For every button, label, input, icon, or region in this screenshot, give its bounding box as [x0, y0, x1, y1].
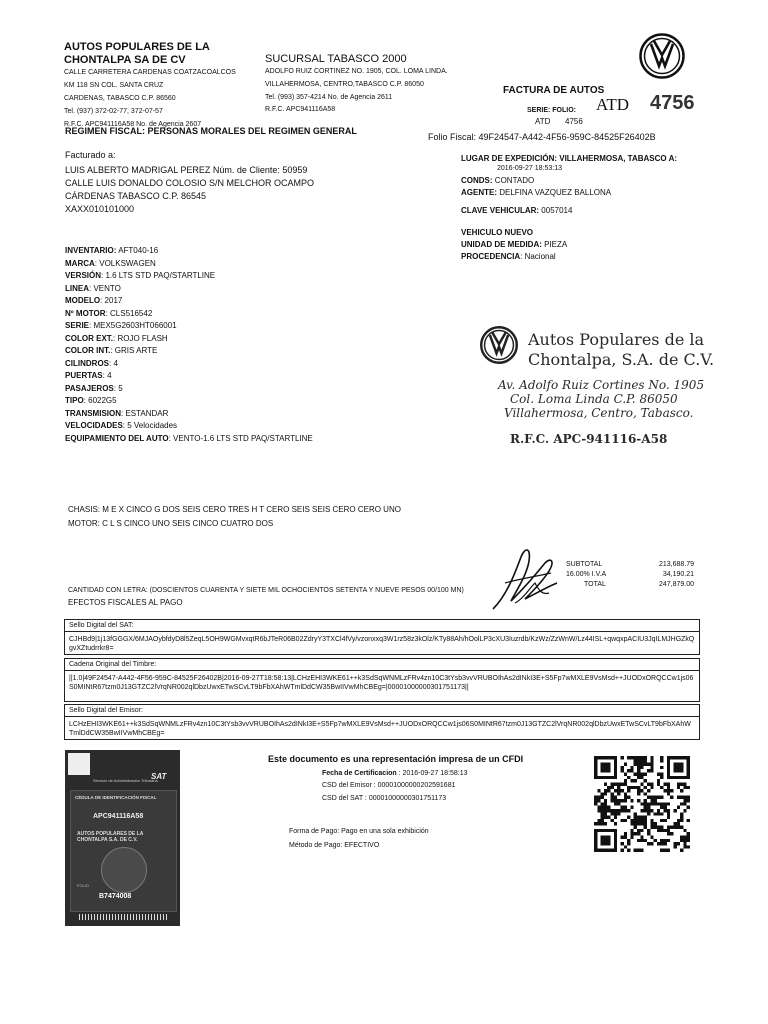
sat-card-rfc: APC941116A58: [93, 813, 144, 820]
vehicle-detail-label: PASAJEROS: [65, 383, 114, 393]
vehicle-detail-value: : VENTO-1.6 LTS STD PAQ/STARTLINE: [168, 433, 313, 443]
vehicle-detail-label: VELOCIDADES: [65, 421, 123, 430]
billed-to-label: Facturado a:: [65, 150, 116, 160]
sat-card-company: AUTOS POPULARES DE LA CHONTALPA S.A. DE C.V.: [77, 831, 144, 843]
chassis-in-words: CHASIS: M E X CINCO G DOS SEIS CERO TRES H T CERO SEIS SEIS CERO CERO UNO: [68, 505, 401, 514]
stamp-name-1: Autos Populares de la: [528, 330, 705, 349]
vehicle-detail-label: COLOR INT.: [65, 346, 111, 355]
serie-big: ATD: [596, 95, 630, 114]
vehicle-detail-row: [65, 434, 313, 444]
folio-fiscal: Folio Fiscal: 49F24547-A442-4F56-959C-84525F26402B: [428, 132, 656, 142]
vehicle-detail-label: EQUIPAMIENTO DEL AUTO: [65, 433, 169, 443]
stamp-address-1: Av. Adolfo Ruiz Cortines No. 1905: [498, 378, 705, 392]
conditions-label: CONDS:: [461, 176, 493, 185]
vehicle-detail-row: [65, 246, 313, 256]
conditions: [461, 176, 677, 185]
vehicle-detail-row: [65, 259, 313, 269]
vehicle-detail-row: [65, 396, 313, 406]
unit-measure-label: UNIDAD DE MEDIDA:: [461, 240, 542, 249]
stamp-name-2: Chontalpa, S.A. de C.V.: [528, 350, 715, 369]
issuer-digital-seal-text: LCHzEHI3WKE61++k3SdSqWNMLzFRv4zn10C3tYsb3vvVRUBOIhAs2dINkI3E+S5Fp7wMXLE9VsMsd++JUODxORQCCw1js06S0MINtR67tzm0J13GTZC2lVrqNR002qlDbzUwxETwSCvLT9bFbXAhWTmlDdCW35BwIIVwMhCBEg=: [69, 721, 691, 737]
branch-phone: Tel. (993) 357-4214 No. de Agencia 2611: [265, 94, 393, 101]
vehicle-detail-value: : VOLKSWAGEN: [94, 258, 156, 268]
vehicle-detail-value: : ESTANDAR: [121, 408, 169, 418]
subtotal-value: 213,688.79: [658, 561, 694, 568]
serie-value: ATD: [535, 117, 551, 126]
expedition-date: 2016-09-27 18:53:13: [497, 165, 562, 172]
branch-rfc: R.F.C. APC941116A58: [265, 106, 336, 113]
invoice-title: FACTURA DE AUTOS: [503, 85, 605, 96]
vehicle-detail-label: TIPO: [65, 396, 84, 405]
folio-big: 4756: [650, 92, 695, 114]
issuer-digital-seal-label: Sello Digital del Emisor:: [65, 705, 699, 717]
company-phone: Tel. (937) 372-02-77, 372-07-57: [64, 108, 163, 115]
vehicle-detail-label: VERSIÓN: [65, 271, 102, 280]
vehicle-detail-value: : VENTO: [89, 283, 121, 293]
sat-digital-seal-box: [64, 619, 700, 655]
company-address-1: CALLE CARRETERA CARDENAS COATZACOALCOS: [64, 69, 236, 76]
sat-fiscal-id-card: [65, 750, 180, 926]
origin-value: : Nacional: [520, 252, 556, 261]
sat-card-emblem-icon: [68, 753, 90, 775]
stamp-address-2: Col. Loma Linda C.P. 86050: [510, 392, 678, 406]
customer-name: LUIS ALBERTO MADRIGAL PEREZ Núm. de Cliente: 50959: [65, 165, 308, 175]
vehicle-detail-row: [65, 271, 313, 281]
iva-value: 34,190.21: [662, 571, 694, 578]
vehicle-detail-value: : CLS516542: [105, 308, 153, 318]
signature-icon: [485, 543, 565, 615]
branch-address-2: VILLAHERMOSA, CENTRO,TABASCO C.P. 86050: [265, 81, 424, 88]
origin-label: PROCEDENCIA: [461, 252, 521, 261]
vehicle-detail-value: : 2017: [100, 296, 123, 305]
sat-card-barcode-icon: [79, 914, 169, 920]
original-chain-text: ||1.0|49F24547-A442-4F56-959C-84525F26402B|2016-09-27T18:58:13|LCHzEHI3WKE61++k3SdSqWNMLzFRv4zn10C3tYsb3vvVRUBOIhAs2dINkI3E+S5Fp7wMXLE9VsMsd++JUODxORQCCw1js06S0MINtR67tzm0J13GTZC2lVrqNR002qlDbzUwxETwSCvLT9bFbXAhWTmlDdCW35BwIIVwMhCBEg=|00001000000301751173||: [69, 675, 694, 691]
vehicle-detail-label: MODELO: [65, 296, 101, 305]
company-block: [64, 41, 236, 128]
stamp-address-3: Villahermosa, Centro, Tabasco.: [504, 406, 694, 420]
vehicle-detail-label: PUERTAS: [65, 371, 103, 380]
origin: [461, 252, 677, 261]
vehicle-detail-label: COLOR EXT.: [65, 333, 114, 343]
agent: [461, 188, 677, 197]
payment-method: Método de Pago: EFECTIVO: [289, 842, 380, 849]
customer-block: [65, 150, 314, 214]
certification-date-value: : 2016-09-27 18:58:13: [396, 770, 468, 777]
regimen-fiscal: REGIMEN FISCAL: PERSONAS MORALES DEL REGIMEN GENERAL: [65, 126, 357, 136]
vehicle-detail-row: [65, 409, 313, 419]
expedition-place: LUGAR DE EXPEDICIÓN: VILLAHERMOSA, TABASCO A:: [461, 154, 678, 163]
motor-in-words: MOTOR: C L S CINCO UNO SEIS CINCO CUATRO DOS: [68, 519, 274, 528]
sat-digital-seal-label: Sello Digital del SAT:: [65, 620, 699, 632]
issuer-digital-seal-box: [64, 704, 700, 740]
amount-in-words: CANTIDAD CON LETRA: (DOSCIENTOS CUARENTA Y SIETE MIL OCHOCIENTOS SETENTA Y NUEVE PESOS 00/100 MN): [68, 587, 464, 594]
serie-folio-label: SERIE: FOLIO:: [527, 107, 576, 114]
agent-value: DELFINA VAZQUEZ BALLONA: [497, 188, 612, 197]
folio-value: 4756: [565, 117, 583, 126]
branch-title: SUCURSAL TABASCO 2000: [265, 53, 407, 65]
stamp-rfc: R.F.C. APC-941116-A58: [510, 432, 668, 446]
sat-card-title: CÉDULA DE IDENTIFICACIÓN FISCAL: [75, 795, 157, 800]
branch-block: [265, 53, 448, 113]
vehicle-detail-row: [65, 371, 313, 381]
unit-measure: [461, 240, 677, 249]
vehicle-detail-row: [65, 359, 313, 369]
iva-row: [566, 571, 694, 578]
branch-address-1: ADOLFO RUIZ CORTINEZ NO. 1905, COL. LOMA LINDA.: [265, 68, 448, 75]
vehicle-detail-row: [65, 421, 313, 431]
vehicle-detail-value: : GRIS ARTE: [110, 346, 158, 355]
fiscal-effects: EFECTOS FISCALES AL PAGO: [68, 598, 183, 607]
vehicle-key-label: CLAVE VEHICULAR:: [461, 206, 540, 215]
issuer-csd: CSD del Emisor : 00001000000202591681: [322, 782, 456, 789]
agent-label: AGENTE:: [461, 188, 497, 197]
vehicle-key-value: 0057014: [539, 206, 573, 215]
sat-card-seal-icon: [101, 847, 147, 893]
totals-block: [566, 561, 694, 588]
vehicle-detail-row: [65, 309, 313, 319]
stamp-vw-icon: [480, 326, 518, 364]
vehicle-key: [461, 206, 677, 215]
expedition-block: [461, 154, 677, 261]
subtotal-label: SUBTOTAL: [566, 561, 603, 568]
vehicle-detail-value: : MEX5G2603HT066001: [89, 321, 177, 330]
vehicle-detail-value: : 4: [102, 371, 112, 380]
vw-logo-icon: [639, 33, 685, 79]
vehicle-detail-value: : ROJO FLASH: [113, 333, 168, 343]
vehicle-detail-row: [65, 296, 313, 306]
vehicle-detail-row: [65, 346, 313, 356]
vehicle-detail-label: SERIE: [65, 321, 90, 330]
vehicle-detail-value: : 4: [109, 358, 118, 368]
vehicle-detail-row: [65, 334, 313, 344]
company-stamp: [472, 312, 715, 462]
total-label: TOTAL: [584, 581, 606, 588]
vehicle-detail-label: Nº MOTOR: [65, 308, 106, 318]
vehicle-detail-value: : 5 Velocidades: [122, 421, 178, 430]
original-chain-box: [64, 658, 700, 702]
company-name-line1: AUTOS POPULARES DE LA: [64, 41, 210, 53]
vehicle-detail-row: [65, 284, 313, 294]
sat-csd: CSD del SAT : 00001000000301751173: [322, 795, 447, 802]
vehicle-detail-label: INVENTARIO:: [65, 246, 117, 255]
vehicle-detail-row: [65, 384, 313, 394]
customer-rfc: XAXX010101000: [65, 204, 135, 214]
iva-label: 16.00% I.V.A: [566, 571, 607, 578]
vehicle-detail-value: : 6022G5: [83, 396, 117, 405]
payment-form: Forma de Pago: Pago en una sola exhibición: [289, 828, 429, 835]
vehicle-detail-label: TRANSMISION: [65, 408, 121, 418]
sat-digital-seal-text: CJHBd9|1j13fGGGX/6MJAOybfdyD8l5ZeqL5OH9WGMvxqtR6bJTeR06B02ZdryY3TXCl4fVy/vzonxxq3W1rz58z3kOlz/KTy88Ah/hOolLP3cXU3Iuzrdb/KzWz/ZzWnW/Lz44ISL+qwqxpACIU3JqILMJHGZkQgvXZtudrrkr8=: [69, 636, 695, 652]
company-rfc: R.F.C. APC941116A58 No. de Agencia 2607: [64, 121, 202, 128]
qr-code-icon: [594, 756, 690, 852]
certification-date-label: Fecha de Certificacion: [322, 770, 397, 777]
sat-card-folio: B7474008: [99, 893, 132, 900]
certification-date: [322, 770, 468, 777]
company-address-2: KM 118 SN COL. SANTA CRUZ: [64, 82, 164, 89]
vehicle-detail-value: : 5: [113, 383, 123, 393]
vehicle-detail-label: LINEA: [65, 283, 89, 293]
vehicle-details: [65, 246, 313, 443]
conditions-value: CONTADO: [492, 176, 535, 185]
vehicle-detail-label: MARCA: [65, 258, 95, 268]
cfdi-title: Este documento es una representación impresa de un CFDI: [268, 754, 524, 764]
customer-street: CALLE LUIS DONALDO COLOSIO S/N MELCHOR OCAMPO: [65, 178, 315, 188]
company-address-3: CARDENAS, TABASCO C.P. 86560: [64, 95, 176, 102]
vehicle-detail-row: [65, 321, 313, 331]
customer-city: CÁRDENAS TABASCO C.P. 86545: [65, 191, 207, 201]
sat-card-logo: SAT: [151, 772, 167, 781]
new-vehicle: VEHICULO NUEVO: [461, 228, 534, 237]
company-name-line2: CHONTALPA SA DE CV: [64, 54, 186, 66]
subtotal-row: [566, 561, 694, 568]
vehicle-detail-value: : 1.6 LTS STD PAQ/STARTLINE: [101, 271, 216, 280]
total-value: 247,879.00: [658, 581, 694, 588]
total-row: [566, 581, 694, 588]
vehicle-detail-label: CILINDROS: [65, 358, 109, 368]
original-chain-label: Cadena Original del Timbre:: [65, 659, 699, 671]
sat-card-inner: [70, 790, 177, 912]
sat-card-folio-label: FOLIO: [77, 883, 90, 888]
vehicle-detail-value: AFT040-16: [116, 246, 159, 255]
sat-card-header: Servicio de Administración Tributaria: [93, 778, 158, 783]
unit-measure-value: PIEZA: [541, 240, 568, 249]
